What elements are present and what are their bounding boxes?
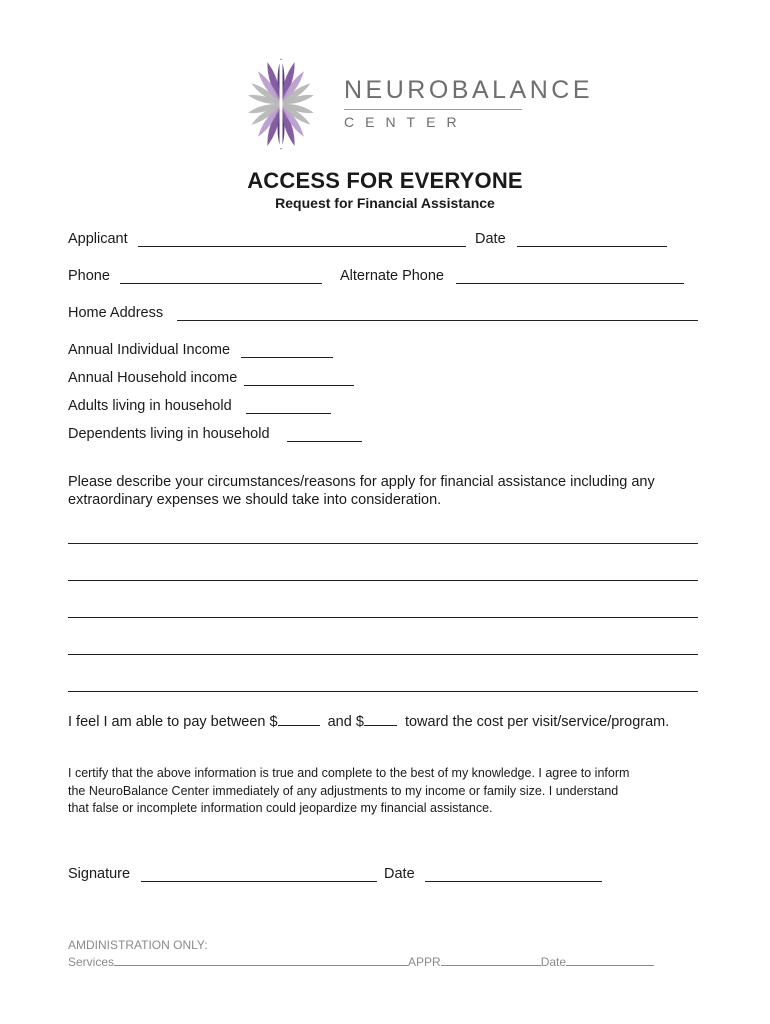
individual-income-label: Annual Individual Income	[68, 342, 231, 358]
page-subtitle: Request for Financial Assistance	[275, 195, 495, 211]
circumstances-line-5[interactable]	[68, 691, 698, 692]
alt-phone-field[interactable]	[456, 283, 684, 284]
logo-center-gap	[280, 60, 283, 148]
admin-date-field[interactable]	[566, 954, 654, 966]
adults-field[interactable]	[246, 413, 331, 414]
admin-heading: AMDINISTRATION ONLY:	[68, 938, 208, 952]
circumstances-line-1[interactable]	[68, 543, 698, 544]
dependents-label: Dependents living in household	[68, 426, 270, 442]
signature-label: Signature	[68, 866, 131, 882]
logo-divider	[344, 109, 522, 110]
admin-services-label: Services	[68, 955, 115, 969]
payment-statement	[68, 712, 669, 730]
admin-appr-label: APPR	[408, 955, 441, 969]
circumstances-line-4[interactable]	[68, 654, 698, 655]
logo-brand-text: NEUROBALANCE	[344, 76, 593, 104]
home-address-label: Home Address	[68, 305, 164, 321]
adults-label: Adults living in household	[68, 398, 232, 414]
dependents-field[interactable]	[287, 441, 362, 442]
certification-line1: I certify that the above information is true and complete to the best of my knowledge. I agree to inform	[68, 766, 630, 780]
page-title: ACCESS FOR EVERYONE	[247, 168, 523, 193]
circumstances-line-3[interactable]	[68, 617, 698, 618]
date-label: Date	[475, 231, 506, 247]
applicant-field[interactable]	[138, 246, 466, 247]
signature-date-field[interactable]	[425, 881, 602, 882]
home-address-field[interactable]	[177, 320, 698, 321]
certification-line2: the NeuroBalance Center immediately of any adjustments to my income or family size. I understand	[68, 783, 619, 798]
circumstances-prompt	[68, 473, 718, 509]
phone-label: Phone	[68, 268, 110, 284]
admin-row	[68, 954, 654, 969]
payment-min-field[interactable]	[278, 712, 320, 726]
household-income-label: Annual Household income	[68, 370, 238, 386]
payment-text-c: toward the cost per visit/service/program.	[404, 714, 670, 730]
payment-text-b: and $	[327, 714, 364, 730]
flower-logo-icon	[226, 54, 336, 154]
applicant-label: Applicant	[68, 231, 128, 247]
logo	[226, 54, 593, 154]
admin-services-field[interactable]	[114, 954, 408, 966]
individual-income-field[interactable]	[241, 357, 333, 358]
signature-date-label: Date	[384, 866, 415, 882]
date-field[interactable]	[517, 246, 667, 247]
certification-text	[68, 765, 728, 818]
payment-text-a: I feel I am able to pay between $	[68, 714, 278, 730]
household-income-field[interactable]	[244, 385, 354, 386]
logo-subbrand-text: CENTER	[344, 114, 468, 130]
payment-max-field[interactable]	[364, 712, 397, 726]
admin-date-label: Date	[540, 955, 567, 969]
signature-field[interactable]	[141, 881, 377, 882]
circumstances-prompt-line2: extraordinary expenses we should take into consideration.	[68, 492, 442, 508]
admin-appr-field[interactable]	[441, 954, 541, 966]
circumstances-line-2[interactable]	[68, 580, 698, 581]
circumstances-prompt-line1: Please describe your circumstances/reasons for apply for financial assistance including any	[68, 474, 655, 490]
phone-field[interactable]	[120, 283, 322, 284]
alt-phone-label: Alternate Phone	[340, 268, 444, 284]
certification-line3: that false or incomplete information could jeopardize my financial assistance.	[68, 801, 493, 815]
